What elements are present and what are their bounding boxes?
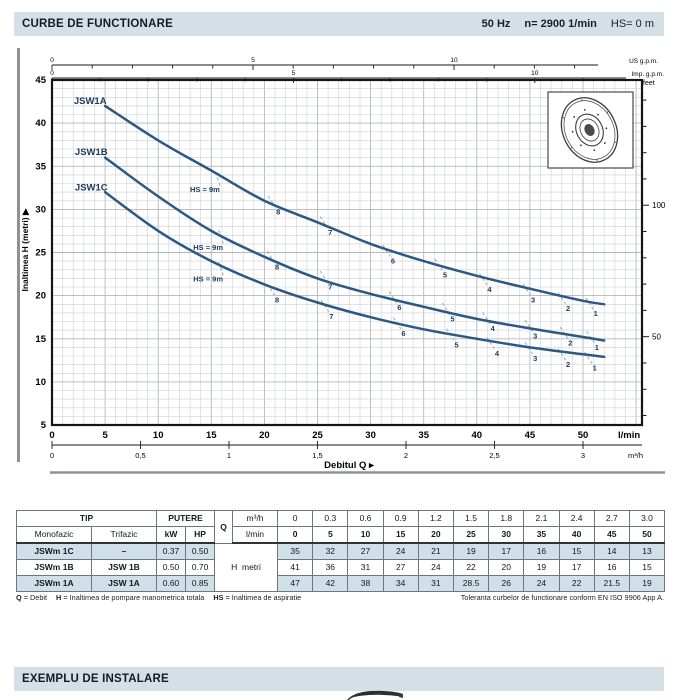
table-cell: H metri [215, 543, 278, 592]
svg-text:20: 20 [35, 290, 46, 302]
svg-text:0,5: 0,5 [135, 451, 146, 460]
table-cell: 31 [348, 560, 383, 576]
table-cell: 22 [559, 576, 594, 592]
table-cell: Monofazic [17, 527, 92, 544]
spec-table [16, 510, 665, 592]
svg-text:6: 6 [390, 256, 395, 266]
table-cell: 0 [278, 511, 313, 527]
svg-text:2,5: 2,5 [489, 451, 500, 460]
table-cell: 24 [383, 543, 418, 560]
table-cell: 19 [629, 576, 664, 592]
svg-text:3: 3 [533, 354, 538, 364]
table-cell: 15 [383, 527, 418, 544]
svg-text:1: 1 [593, 309, 598, 319]
svg-text:7: 7 [329, 311, 334, 321]
table-cell: 0.50 [157, 560, 186, 576]
table-cell: 25 [453, 527, 488, 544]
table-cell: 26 [489, 576, 524, 592]
table-cell: 0 [278, 527, 313, 544]
table-cell: 24 [524, 576, 559, 592]
legend-item: HS = Inaltimea de aspiratie [213, 593, 302, 602]
svg-text:0: 0 [50, 70, 54, 77]
svg-text:Inaltimea H (metri) ▶: Inaltimea H (metri) ▶ [20, 208, 30, 292]
tolerance-footnote: Toleranta curbelor de functionare conform EN ISO 9906 App A. [460, 593, 664, 602]
table-cell: 0.3 [313, 511, 348, 527]
table-cell: 30 [489, 527, 524, 544]
table-cell: 50 [629, 527, 664, 544]
svg-text:7: 7 [328, 228, 333, 238]
table-cell: HP [186, 527, 215, 544]
svg-text:3: 3 [580, 451, 586, 460]
svg-text:Imp. g.p.m.: Imp. g.p.m. [631, 71, 664, 78]
table-cell: 2.1 [524, 511, 559, 527]
svg-text:7: 7 [328, 282, 333, 292]
table-cell: JSWm 1B [17, 560, 92, 576]
svg-text:10: 10 [450, 57, 458, 64]
table-cell: 0.6 [348, 511, 383, 527]
table-cell: PUTERE [157, 511, 215, 527]
table-cell: Q [215, 511, 233, 544]
svg-text:6: 6 [397, 303, 402, 313]
svg-text:5: 5 [251, 57, 255, 64]
svg-text:2: 2 [566, 304, 571, 314]
performance-table [16, 510, 664, 592]
legend-footnote [16, 593, 310, 602]
table-cell: 15 [629, 560, 664, 576]
svg-text:JSW1B: JSW1B [74, 147, 108, 158]
svg-text:35: 35 [418, 430, 429, 441]
table-cell: 19 [453, 543, 488, 560]
svg-text:40: 40 [35, 118, 46, 130]
svg-text:25: 25 [312, 430, 323, 441]
svg-text:15: 15 [35, 333, 46, 345]
table-cell: 27 [383, 560, 418, 576]
spec-speed: n= 2900 1/min [524, 18, 597, 30]
table-cell: 0.85 [186, 576, 215, 592]
table-cell: 42 [313, 576, 348, 592]
svg-text:5: 5 [102, 430, 108, 441]
table-cell: 13 [629, 543, 664, 560]
svg-text:1: 1 [592, 363, 597, 373]
legend-item: Q = Debit [16, 593, 48, 602]
svg-text:feet: feet [643, 80, 655, 87]
table-cell: 35 [278, 543, 313, 560]
table-cell: 16 [524, 543, 559, 560]
svg-text:40: 40 [471, 430, 483, 441]
svg-text:100: 100 [652, 201, 666, 211]
svg-text:45: 45 [35, 75, 46, 86]
table-cell: 34 [383, 576, 418, 592]
svg-text:2: 2 [403, 451, 409, 460]
svg-text:JSW1C: JSW1C [74, 182, 108, 194]
svg-text:0: 0 [50, 57, 54, 64]
svg-text:10: 10 [531, 70, 539, 77]
table-cell: 21 [418, 543, 453, 560]
svg-text:2: 2 [568, 338, 573, 348]
svg-text:8: 8 [276, 207, 281, 217]
table-cell: 45 [594, 527, 629, 544]
svg-text:HS = 9m: HS = 9m [193, 274, 224, 284]
table-cell: 0.9 [383, 511, 418, 527]
svg-text:25: 25 [35, 247, 46, 259]
table-cell: 36 [313, 560, 348, 576]
table-cell: 31 [418, 576, 453, 592]
table-cell: JSWm 1A [17, 576, 92, 592]
svg-text:4: 4 [494, 348, 500, 358]
table-cell: Trifazic [92, 527, 157, 544]
table-cell: 28.5 [453, 576, 488, 592]
spec-frequency: 50 Hz [481, 18, 511, 30]
table-cell: 2.4 [559, 511, 594, 527]
svg-text:10: 10 [35, 376, 46, 388]
svg-text:Debitul Q ▸: Debitul Q ▸ [324, 460, 374, 471]
table-cell: 5 [313, 527, 348, 544]
pump-performance-chart [0, 45, 678, 482]
table-cell: 27 [348, 543, 383, 560]
svg-text:5: 5 [291, 70, 296, 77]
table-cell: 17 [489, 543, 524, 560]
svg-text:5: 5 [40, 420, 46, 431]
svg-text:m³/h: m³/h [628, 451, 643, 460]
svg-text:1: 1 [594, 342, 599, 352]
curves-section-header [14, 12, 664, 36]
svg-text:HS = 9m: HS = 9m [193, 242, 224, 252]
legend-item: H = Inaltimea de pompare manometrica totala [56, 593, 205, 602]
svg-text:l/min: l/min [618, 430, 641, 441]
svg-text:1,5: 1,5 [312, 451, 323, 460]
table-cell: 0.70 [186, 560, 215, 576]
table-cell: 14 [594, 543, 629, 560]
spec-values [482, 18, 654, 30]
table-cell: JSW 1B [92, 560, 157, 576]
svg-text:1: 1 [226, 451, 232, 460]
svg-text:5: 5 [442, 270, 447, 280]
table-cell: 40 [559, 527, 594, 544]
table-cell: 0.50 [186, 543, 215, 560]
table-cell: 35 [524, 527, 559, 544]
svg-text:4: 4 [490, 323, 495, 333]
table-cell: 1.5 [453, 511, 488, 527]
table-cell: 32 [313, 543, 348, 560]
table-cell: 47 [278, 576, 313, 592]
table-cell: 0.37 [157, 543, 186, 560]
table-cell: JSWm 1C [17, 543, 92, 560]
svg-text:10: 10 [152, 430, 164, 441]
table-cell: 1.2 [418, 511, 453, 527]
installation-illustration [330, 686, 450, 700]
table-cell: kW [157, 527, 186, 544]
section-title: CURBE DE FUNCTIONARE [22, 18, 173, 30]
table-cell: 24 [418, 560, 453, 576]
chart-svg [0, 45, 678, 482]
svg-text:35: 35 [35, 161, 46, 173]
svg-text:50: 50 [652, 332, 661, 342]
svg-text:45: 45 [524, 430, 536, 441]
table-cell: 17 [559, 560, 594, 576]
svg-text:8: 8 [275, 262, 280, 272]
table-cell: m³/h [233, 511, 278, 527]
table-cell: – [92, 543, 157, 560]
svg-text:3: 3 [531, 295, 536, 305]
svg-text:20: 20 [259, 430, 270, 441]
svg-text:4: 4 [487, 285, 492, 295]
svg-text:5: 5 [454, 340, 459, 350]
table-cell: 16 [594, 560, 629, 576]
table-cell: 15 [559, 543, 594, 560]
installation-title: EXEMPLU DE INSTALARE [22, 673, 169, 685]
svg-text:15: 15 [206, 430, 217, 441]
table-cell: 19 [524, 560, 559, 576]
table-cell: JSW 1A [92, 576, 157, 592]
table-cell: TIP [17, 511, 157, 527]
svg-text:6: 6 [401, 329, 406, 339]
svg-text:US g.p.m.: US g.p.m. [629, 58, 658, 65]
svg-text:0: 0 [49, 430, 55, 441]
svg-text:30: 30 [35, 204, 46, 216]
table-cell: 41 [278, 560, 313, 576]
table-cell: 22 [453, 560, 488, 576]
table-cell: 10 [348, 527, 383, 544]
svg-text:50: 50 [577, 430, 589, 441]
svg-text:HS = 9m: HS = 9m [189, 185, 220, 194]
svg-text:JSW1A: JSW1A [73, 96, 107, 108]
table-cell: 20 [489, 560, 524, 576]
table-cell: 21.5 [594, 576, 629, 592]
table-cell: 20 [418, 527, 453, 544]
table-cell: 1.8 [489, 511, 524, 527]
table-cell: 2.7 [594, 511, 629, 527]
spec-suction: HS= 0 m [610, 18, 654, 30]
svg-text:5: 5 [450, 314, 455, 324]
svg-text:8: 8 [275, 295, 280, 305]
table-cell: 38 [348, 576, 383, 592]
table-cell: l/min [233, 527, 278, 544]
svg-text:30: 30 [365, 430, 376, 441]
table-cell: 0.60 [157, 576, 186, 592]
svg-text:0: 0 [49, 451, 55, 460]
svg-text:2: 2 [566, 360, 571, 370]
table-cell: 3.0 [629, 511, 664, 527]
footnotes [16, 593, 664, 602]
svg-text:3: 3 [533, 331, 538, 341]
